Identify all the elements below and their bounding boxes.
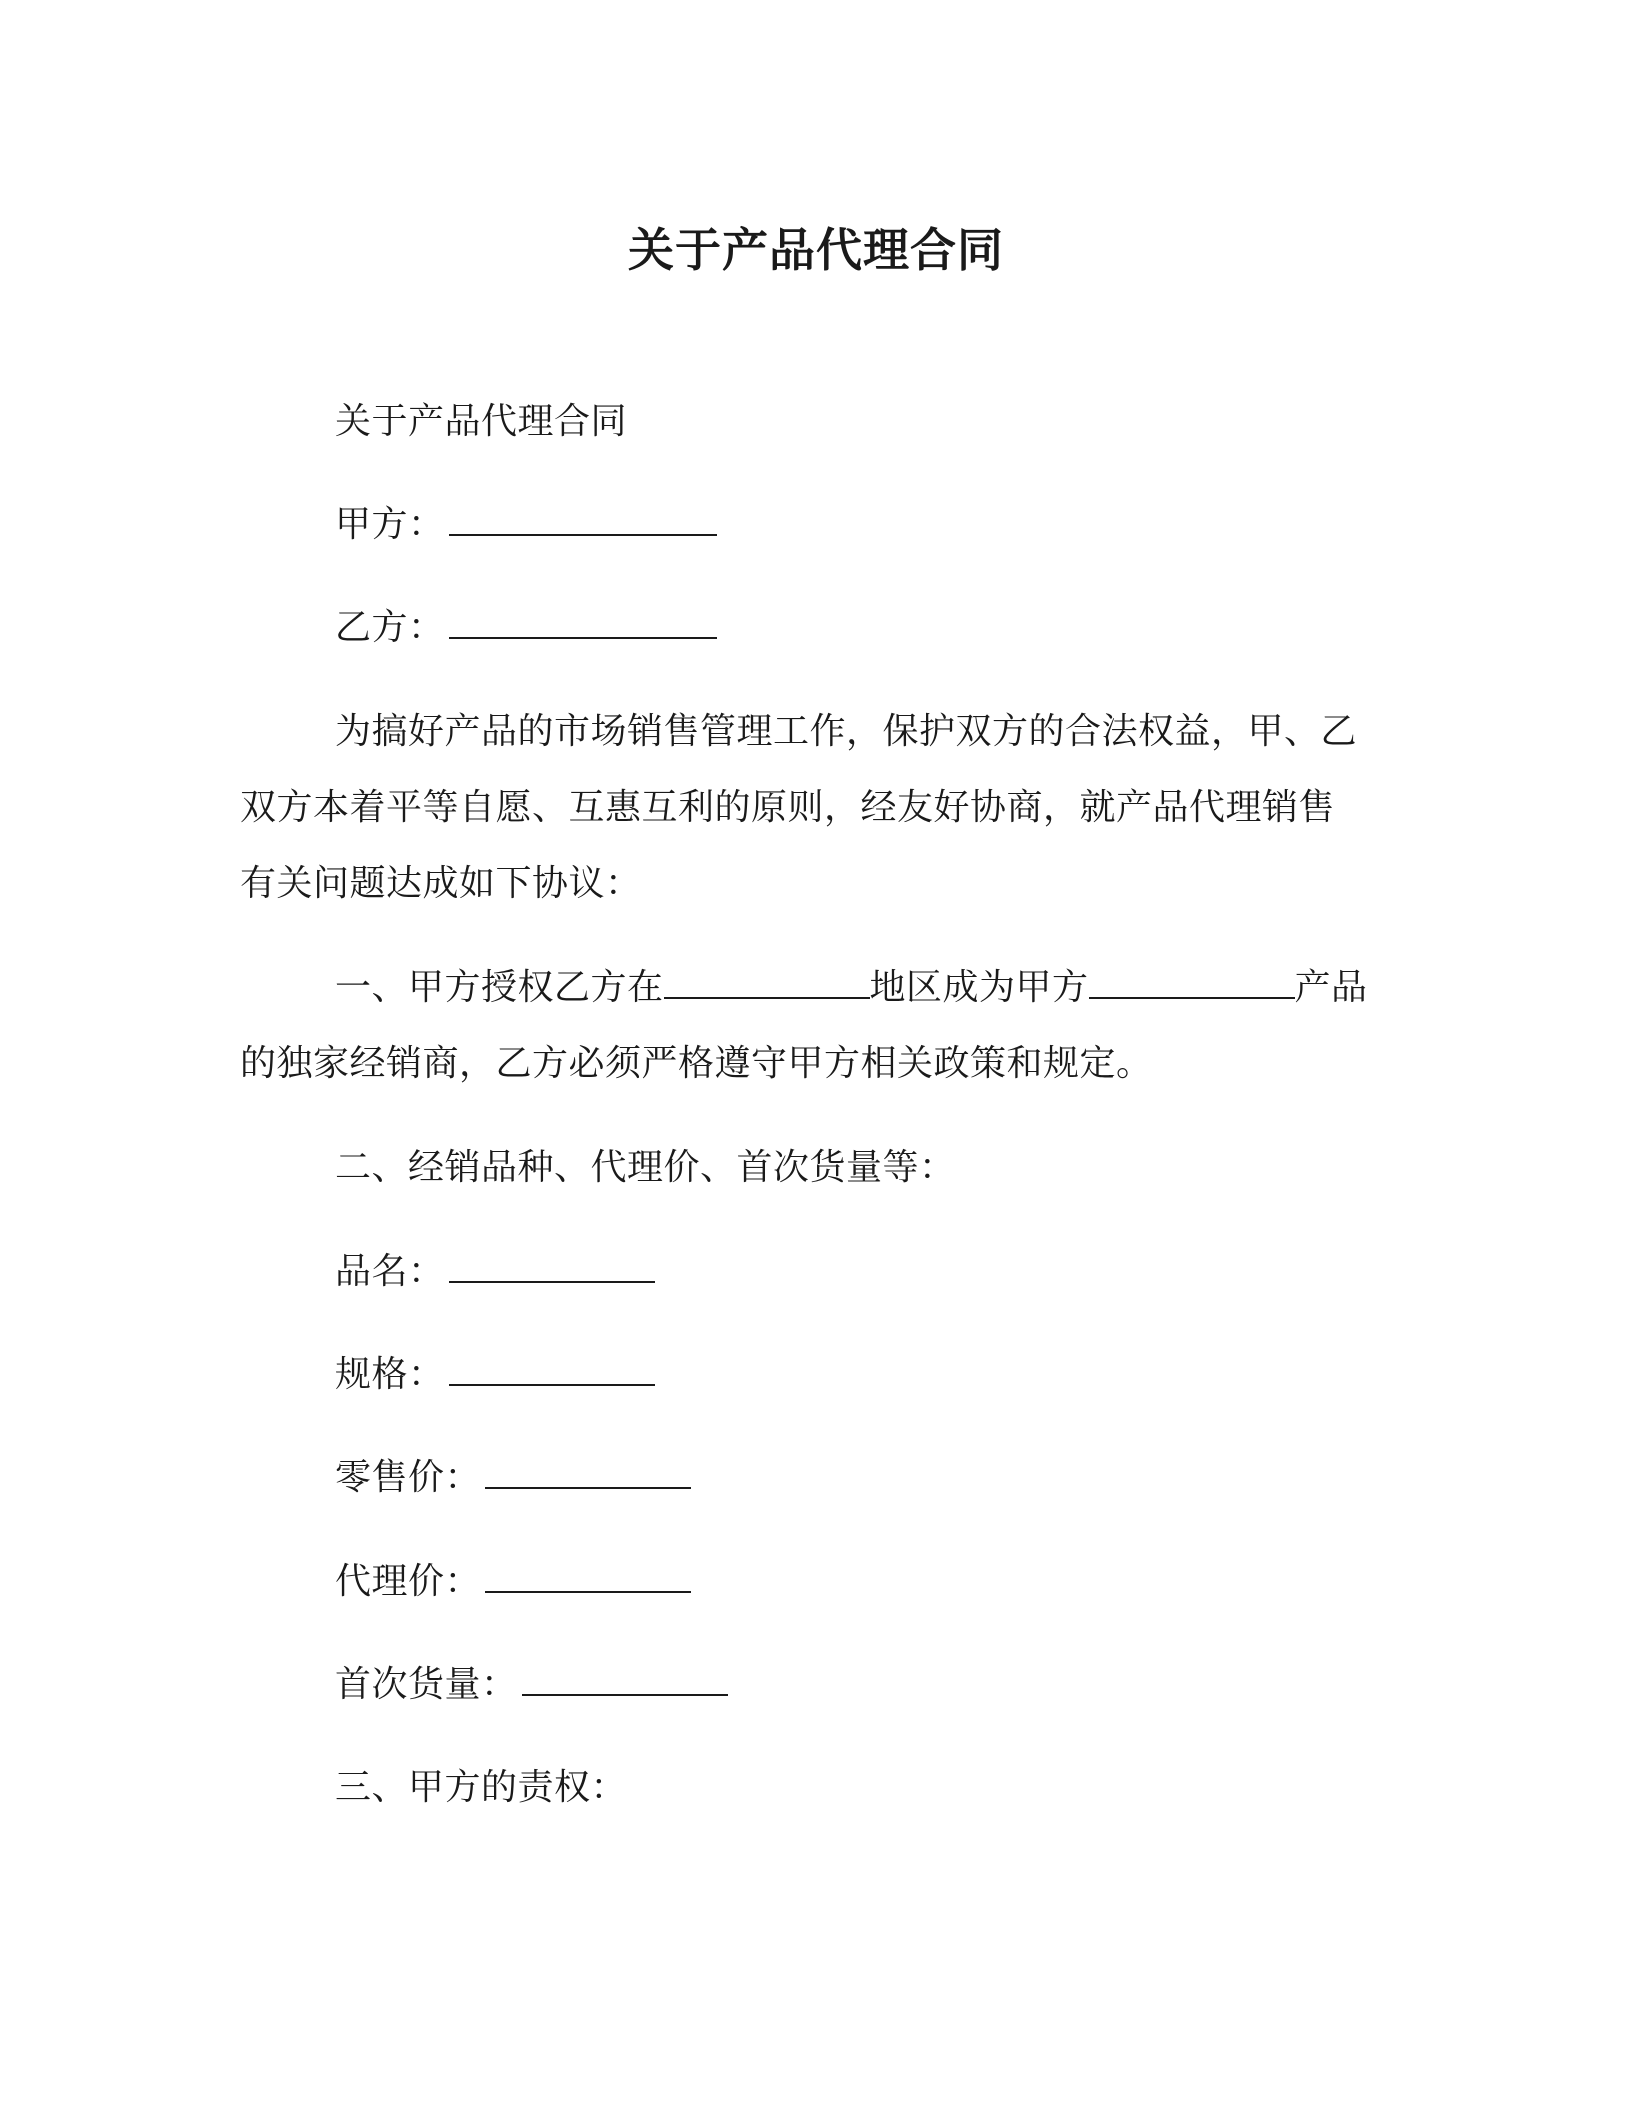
party-b-blank (449, 607, 717, 639)
retail-price-line (335, 1456, 691, 1500)
clause-1-line-2: 的独家经销商，乙方必须严格遵守甲方相关政策和规定。 (240, 1043, 1153, 1084)
spec-line (335, 1353, 655, 1397)
clause-1-part-1: 一、甲方授权乙方在 (335, 967, 664, 1008)
product-name-label: 品名： (335, 1251, 445, 1292)
clause-1-line-1 (335, 966, 1368, 1010)
region-blank (664, 967, 870, 999)
product-name-blank (449, 1251, 655, 1283)
party-b-label: 乙方： (335, 607, 445, 648)
product-name-line (335, 1250, 655, 1294)
agent-price-label: 代理价： (335, 1561, 482, 1602)
party-a-line (335, 503, 717, 547)
party-a-label: 甲方： (335, 504, 445, 545)
intro-line-3: 有关问题达成如下协议： (240, 863, 642, 904)
clause-2-heading: 二、经销品种、代理价、首次货量等： (335, 1147, 956, 1188)
agent-price-line (335, 1560, 691, 1604)
intro-line-1: 为搞好产品的市场销售管理工作，保护双方的合法权益，甲、乙 (335, 711, 1358, 752)
first-qty-label: 首次货量： (335, 1664, 518, 1705)
agent-price-blank (485, 1561, 691, 1593)
retail-price-label: 零售价： (335, 1457, 482, 1498)
intro-line-2: 双方本着平等自愿、互惠互利的原则，经友好协商，就产品代理销售 (240, 787, 1336, 828)
document-subtitle: 关于产品代理合同 (335, 401, 628, 442)
first-qty-blank (522, 1664, 728, 1696)
clause-3-heading: 三、甲方的责权： (335, 1767, 628, 1808)
clause-1-part-2: 地区成为甲方 (869, 967, 1089, 1008)
party-b-line (335, 606, 717, 650)
first-qty-line (335, 1663, 728, 1707)
retail-price-blank (485, 1457, 691, 1489)
clause-1-part-3: 产品 (1294, 967, 1368, 1008)
spec-blank (449, 1354, 655, 1386)
spec-label: 规格： (335, 1354, 445, 1395)
product-blank (1089, 967, 1295, 999)
document-title: 关于产品代理合同 (628, 223, 1004, 277)
party-a-blank (449, 504, 717, 536)
